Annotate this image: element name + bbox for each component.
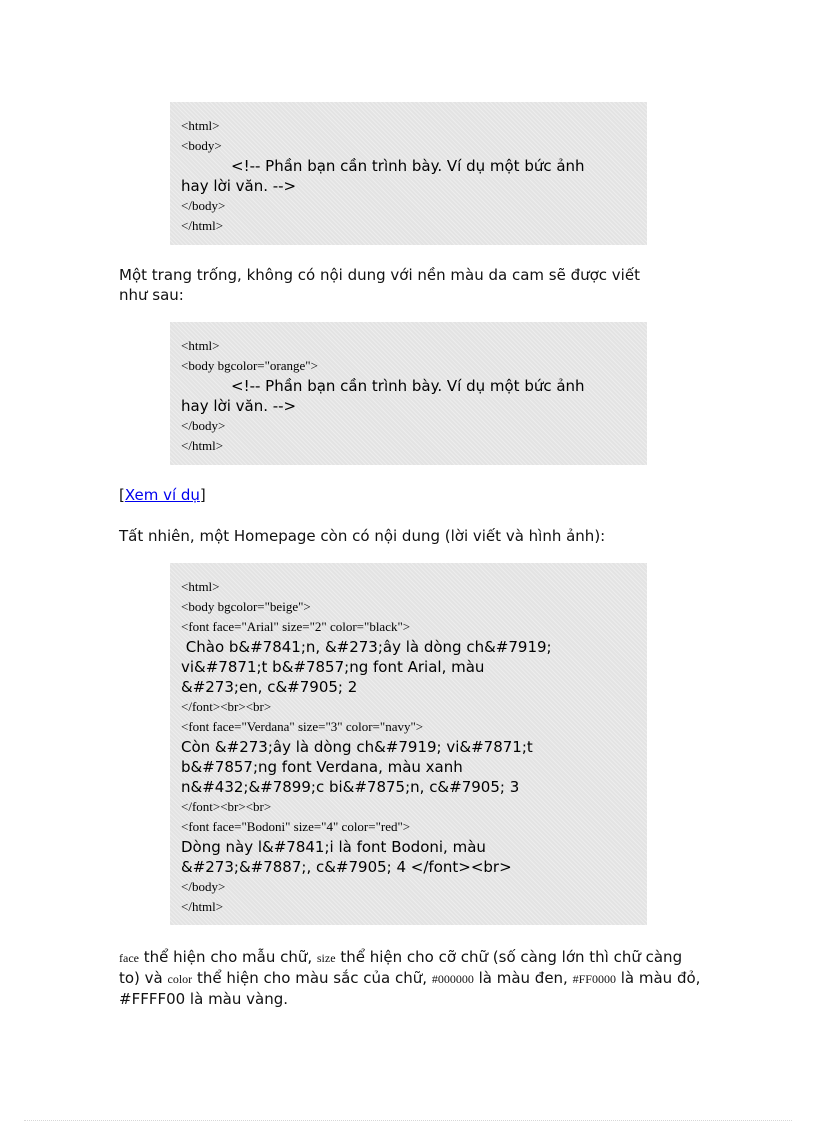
code-line: <font face="Verdana" size="3" color="navy"> <box>181 719 424 734</box>
example-link[interactable]: Xem ví dụ <box>124 486 200 504</box>
code-line: </html> <box>181 899 224 914</box>
paragraph-attribute-explanation <box>119 947 704 1009</box>
code-line: </body> <box>181 879 226 894</box>
bracket-open: [ <box>119 486 125 504</box>
code-block-3 <box>170 563 647 925</box>
keyword-color: color <box>167 972 193 986</box>
paragraph-text: thể hiện cho cỡ chữ (số càng lớn thì chữ càng to) và <box>119 948 683 987</box>
code-line: <html> <box>181 118 220 133</box>
paragraph-orange-intro <box>119 265 709 305</box>
paragraph-line: như sau: <box>119 286 184 304</box>
code-line: </html> <box>181 218 224 233</box>
code-line: <body bgcolor="orange"> <box>181 358 318 373</box>
code-line: Dòng này l&#7841;i là font Bodoni, màu <box>181 838 486 856</box>
page-bottom-divider <box>24 1120 792 1121</box>
paragraph-text: thể hiện cho mẫu chữ, <box>138 948 317 966</box>
code-line: Còn &#273;ây là dòng ch&#7919; vi&#7871;t <box>181 738 533 756</box>
code-line: <font face="Arial" size="2" color="black"> <box>181 619 411 634</box>
paragraph-text: thể hiện cho màu sắc của chữ, <box>192 969 432 987</box>
code-line: <!-- Phần bạn cần trình bày. Ví dụ một bức ảnh <box>231 157 585 175</box>
code-line: <html> <box>181 338 220 353</box>
code-line: &#273;en, c&#7905; 2 <box>181 678 358 696</box>
bracket-close: ] <box>199 486 206 504</box>
code-line: <body bgcolor="beige"> <box>181 599 311 614</box>
code-line: vi&#7871;t b&#7857;ng font Arial, màu <box>181 658 485 676</box>
code-line: hay lời văn. --> <box>181 177 297 195</box>
code-line: b&#7857;ng font Verdana, màu xanh <box>181 758 463 776</box>
code-black: #000000 <box>431 972 474 986</box>
code-block-2 <box>170 322 647 465</box>
code-red: #FF0000 <box>572 972 616 986</box>
code-line: </body> <box>181 198 226 213</box>
paragraph-line: Một trang trống, không có nội dung với nền màu da cam sẽ được viết <box>119 266 640 284</box>
code-line: n&#432;&#7899;c bi&#7875;n, c&#7905; 3 <box>181 778 520 796</box>
code-line: </html> <box>181 438 224 453</box>
example-link-line <box>119 485 709 505</box>
code-line: <body> <box>181 138 222 153</box>
code-line: </body> <box>181 418 226 433</box>
keyword-size: size <box>316 951 336 965</box>
code-block-1 <box>170 102 647 245</box>
code-line: </font><br><br> <box>181 799 272 814</box>
code-line: <html> <box>181 579 220 594</box>
code-line: Chào b&#7841;n, &#273;ây là dòng ch&#7919; <box>181 638 552 656</box>
paragraph-text: là màu đen, <box>473 969 573 987</box>
keyword-face: face <box>119 951 139 965</box>
code-line: &#273;&#7887;, c&#7905; 4 </font><br> <box>181 858 512 876</box>
paragraph-text: là màu đỏ, #FFFF00 là màu vàng. <box>119 969 701 1008</box>
code-line: hay lời văn. --> <box>181 397 297 415</box>
code-line: <font face="Bodoni" size="4" color="red"> <box>181 819 411 834</box>
paragraph-homepage-content: Tất nhiên, một Homepage còn có nội dung (lời viết và hình ảnh): <box>119 527 606 545</box>
code-line: </font><br><br> <box>181 699 272 714</box>
code-line: <!-- Phần bạn cần trình bày. Ví dụ một bức ảnh <box>231 377 585 395</box>
